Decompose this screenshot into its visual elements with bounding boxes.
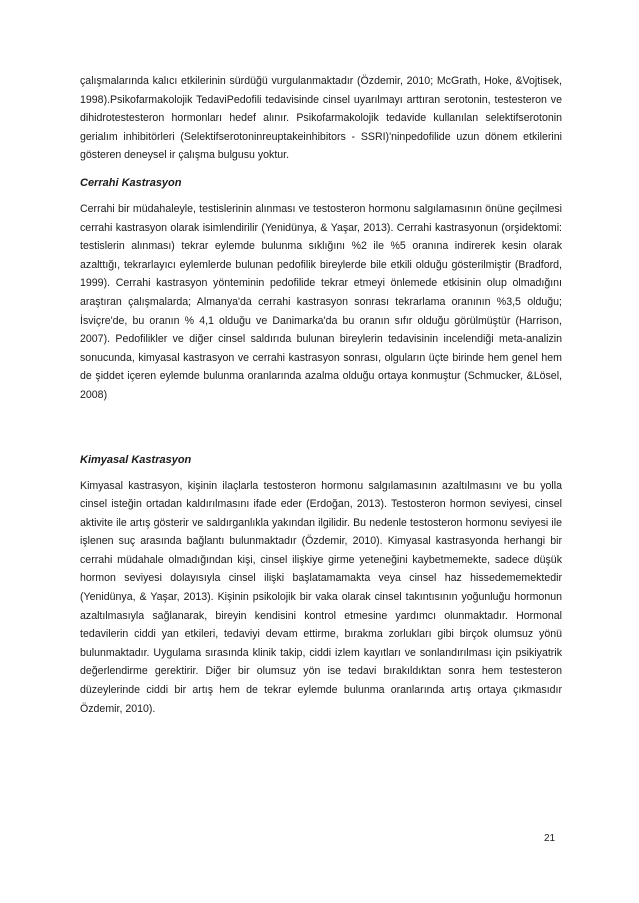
heading-cerrahi-kastrasyon: Cerrahi Kastrasyon (80, 176, 182, 189)
heading-kimyasal-kastrasyon: Kimyasal Kastrasyon (80, 453, 192, 466)
paragraph-intro: çalışmalarında kalıcı etkilerinin sürdüğü vurgulanmaktadır (Özdemir, 2010; McGrath, Hoke, &Vojtisek, 1998).Psikofarmakolojik TedaviPedofili tedavisinde cinsel uyarılmayı arttıran serotonin, testesteron ve dihidrotestesteron hormonları hedef alınır. Psikofarmakolojik tedavide kullanılan selektifserotonin gerialım inhibitörleri (Selektifserotoninreuptakeinhibitors - SSRI)'ninpedofilide uzun dönem etkilerini gösteren deneysel ir çalışma bulgusu yoktur. (80, 75, 562, 162)
page-number: 21 (544, 833, 556, 844)
paragraph-cerrahi: Cerrahi bir müdahaleyle, testislerinin alınması ve testosteron hormonu salgılamasının önüne geçilmesi cerrahi kastrasyon olarak isimlendirilir (Yenidünya, & Yaşar, 2013). Cerrahi kastrasyonun (orşidektomi: testislerin alınması) tekrar eylemde bulunma sıklığını %2 ile %5 oranına indirerek kesin olarak azalttığı, tekrarlayıcı eylemlerde bulunan pedofilik bireylerde bile etkili olduğu gösterilmiştir (Bradford, 1999). Cerrahi kastrasyon yönteminin pedofilide tekrar etmeyi önlemede etkisinin olup olmadığını araştıran çalışmalarda; Almanya'da cerrahi kastrasyon sonrası tekrarlama oranının %3,5 olduğu; İsviçre'de, bu oranın % 4,1 olduğu ve Danimarka'da bu oranın sıfır olduğu görülmüştür (Harrison, 2007). Pedofilikler ve diğer cinsel saldırıda bulunan bireylerin tedavisinin incelendiği meta-analizin sonucunda, kimyasal kastrasyon ve cerrahi kastrasyon sonrası, olguların üçte birinde hem genel hem de şiddet içeren eylemde bulunma oranlarında azalma olduğu ortaya konmuştur (Schmucker, &Lösel, 2008) (80, 202, 562, 401)
page-body (80, 72, 562, 718)
paragraph-kimyasal: Kimyasal kastrasyon, kişinin ilaçlarla testosteron hormonu salgılamasının azaltılmasını ve bu yolla cinsel isteğin ortadan kaldırılmasını ifade eder (Erdoğan, 2013). Testosteron hormon seviyesi, cinsel aktivite ile artış gösterir ve saldırganlıkla yakından ilgilidir. Bu nedenle testosteron hormonu seviyesi ile işlenen suç arasında bağlantı bulunmaktadır (Özdemir, 2010). Kimyasal kastrasyonda herhangi bir cerrahi müdahale olmadığından kişi, cinsel ilişkiye girme yeteneğini kaybetmemekte, sadece düşük hormon seviyesi dolayısıyla cinsel ilişki başlatamamakta veya cinsel haz hissedememektedir (Yenidünya, & Yaşar, 2013). Kişinin psikolojik bir vaka olarak cinsel takıntısının yoğunluğu hormonun azaltılmasıyla sağlanarak, bireyin kendisini kontrol etmesine yardımcı olunmaktadır. Hormonal tedavilerin ciddi yan etkileri, tedaviyi devam ettirme, bırakma zorlukları gibi birçok olumsuz yönü bulunmaktadır. Uygulama sırasında klinik takip, ciddi izlem kayıtları ve sonlandırılması için psikiyatrik değerlendirme gerektirir. Diğer bir olumsuz yön ise tedavi bırakıldıktan sonra hem testesteron düzeylerinde ciddi bir artış hem de tekrar eylemde bulunma oranlarında artış ortaya çıkmasıdır Özdemir, 2010). (80, 479, 562, 715)
spacer (80, 192, 562, 200)
spacer (80, 469, 562, 477)
spacer (80, 165, 562, 174)
spacer (80, 405, 562, 451)
